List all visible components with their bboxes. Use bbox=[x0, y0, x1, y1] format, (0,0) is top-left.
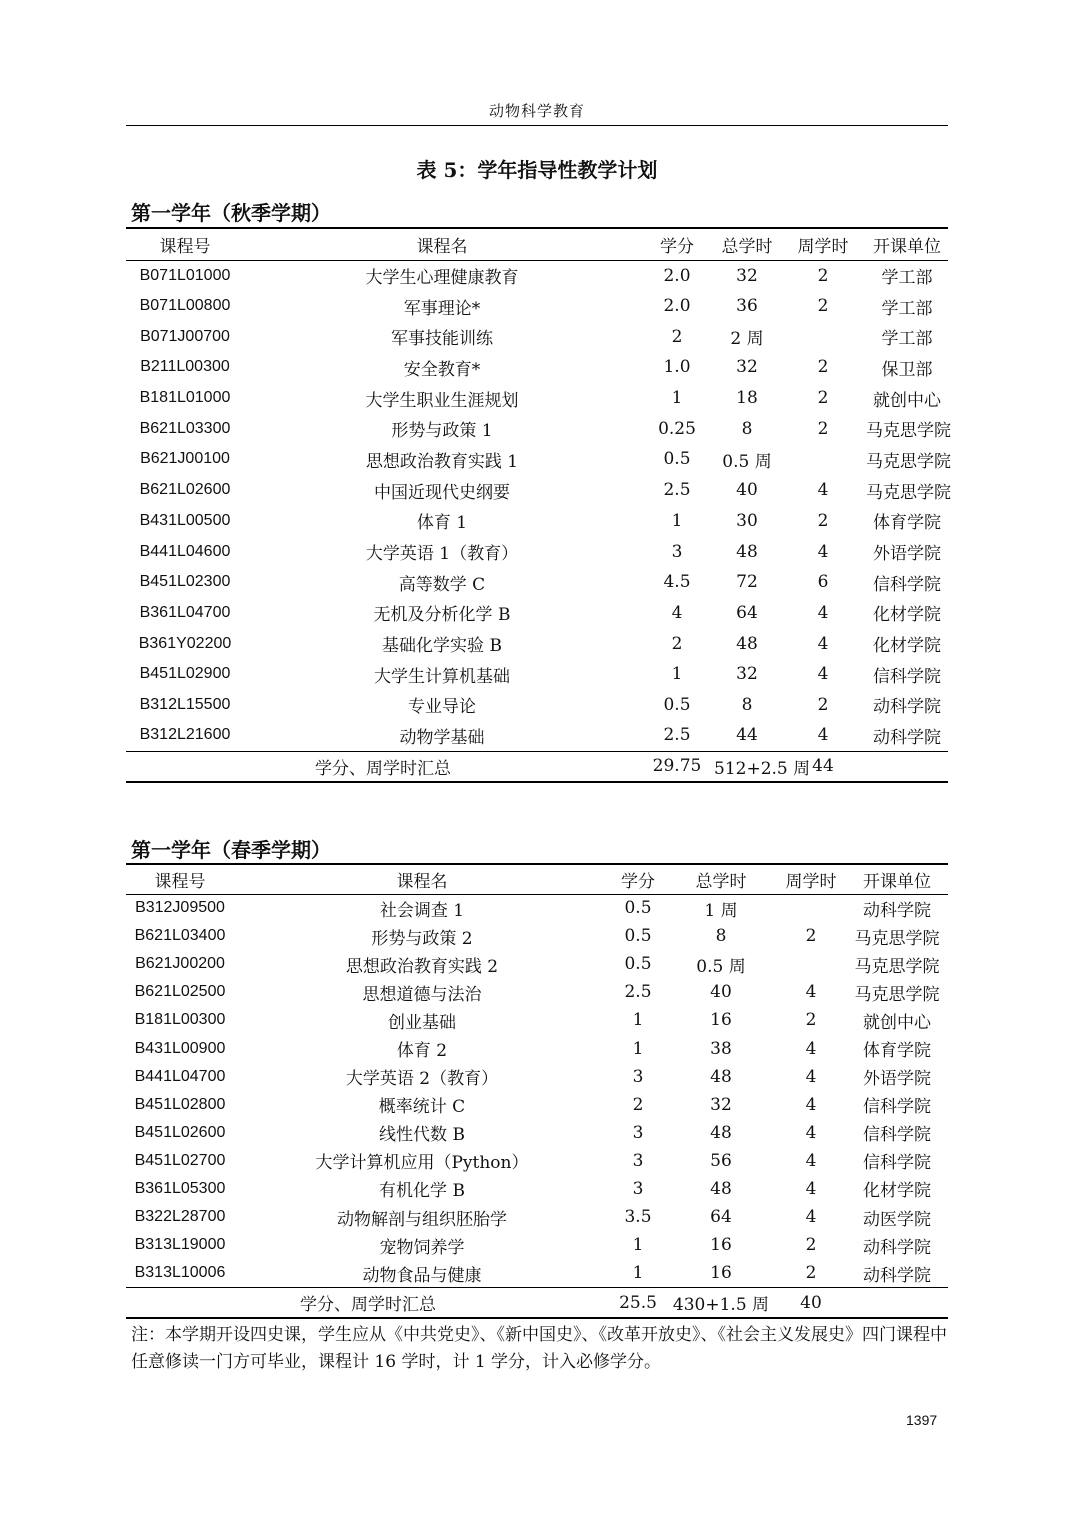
cell-course-code: B322L28700 bbox=[134, 1208, 226, 1226]
cell-weekly-hours: 2 bbox=[805, 1235, 817, 1256]
cell-weekly-hours: 2 bbox=[817, 510, 829, 531]
table-row bbox=[126, 536, 948, 567]
cell-department: 信科学院 bbox=[863, 1097, 931, 1118]
cell-total-hours: 2 周 bbox=[730, 329, 764, 350]
header-course-code: 课程号 bbox=[126, 864, 234, 894]
cell-credits: 3 bbox=[632, 1178, 644, 1199]
cell-credits: 2 bbox=[671, 633, 683, 654]
cell-course-name: 形势与政策 2 bbox=[371, 928, 473, 949]
cell-course-code: B451L02300 bbox=[139, 573, 231, 591]
cell-course-code: B071J00700 bbox=[140, 327, 230, 345]
cell-credits: 1 bbox=[632, 1235, 644, 1256]
cell-course-code: B451L02600 bbox=[134, 1123, 226, 1141]
summary-weekly-hours: 44 bbox=[780, 751, 866, 782]
cell-course-code: B071L00800 bbox=[139, 297, 231, 315]
cell-department: 动科学院 bbox=[863, 1265, 931, 1286]
summary-label: 学分、周学时汇总 bbox=[126, 1287, 610, 1318]
cell-course-name: 有机化学 B bbox=[379, 1181, 465, 1202]
cell-credits: 1 bbox=[632, 1038, 644, 1059]
summary-total-hours: 512+2.5 周 bbox=[714, 751, 780, 782]
table-row bbox=[126, 444, 948, 475]
cell-weekly-hours: 2 bbox=[817, 418, 829, 439]
cell-department: 化材学院 bbox=[873, 636, 941, 657]
cell-department: 动科学院 bbox=[863, 1237, 931, 1258]
cell-weekly-hours: 4 bbox=[817, 602, 829, 623]
cell-department: 体育学院 bbox=[873, 513, 941, 534]
table-row bbox=[126, 1006, 948, 1034]
table-row bbox=[126, 1259, 948, 1287]
cell-credits: 0.5 bbox=[624, 926, 652, 947]
header-course-name: 课程名 bbox=[244, 228, 640, 260]
table-row bbox=[126, 321, 948, 352]
table-row bbox=[126, 567, 948, 598]
cell-course-code: B621L03300 bbox=[139, 419, 231, 437]
cell-course-code: B211L00300 bbox=[140, 358, 230, 376]
cell-course-name: 社会调查 1 bbox=[379, 900, 465, 921]
cell-department: 马克思学院 bbox=[866, 421, 951, 442]
cell-department: 信科学院 bbox=[863, 1153, 931, 1174]
cell-total-hours: 0.5 周 bbox=[696, 956, 746, 977]
cell-course-name: 大学英语 1（教育） bbox=[365, 544, 519, 565]
cell-department: 马克思学院 bbox=[866, 451, 951, 472]
header-weekly-hours: 周学时 bbox=[780, 228, 866, 260]
cell-weekly-hours: 2 bbox=[817, 265, 829, 286]
cell-department: 就创中心 bbox=[873, 390, 941, 411]
cell-credits: 3 bbox=[671, 541, 683, 562]
cell-course-name: 大学生职业生涯规划 bbox=[365, 390, 519, 411]
cell-course-name: 大学生计算机基础 bbox=[374, 666, 510, 687]
cell-course-name: 动物食品与健康 bbox=[362, 1265, 482, 1286]
cell-course-name: 高等数学 C bbox=[398, 574, 486, 595]
cell-weekly-hours: 4 bbox=[805, 1207, 817, 1228]
cell-total-hours: 56 bbox=[710, 1150, 732, 1171]
cell-total-hours: 48 bbox=[710, 1122, 732, 1143]
cell-credits: 1 bbox=[671, 664, 683, 685]
cell-course-name: 概率统计 C bbox=[378, 1097, 466, 1118]
table-row bbox=[126, 894, 948, 922]
cell-course-name: 军事技能训练 bbox=[391, 329, 493, 350]
cell-weekly-hours: 2 bbox=[805, 1010, 817, 1031]
cell-department: 信科学院 bbox=[873, 574, 941, 595]
cell-course-code: B621L02600 bbox=[139, 481, 231, 499]
cell-course-name: 形势与政策 1 bbox=[391, 421, 493, 442]
cell-total-hours: 8 bbox=[715, 926, 727, 947]
header-weekly-hours: 周学时 bbox=[776, 864, 846, 894]
cell-weekly-hours: 6 bbox=[817, 572, 829, 593]
table-row bbox=[126, 1119, 948, 1147]
cell-weekly-hours: 2 bbox=[817, 694, 829, 715]
table-row bbox=[126, 659, 948, 690]
cell-course-name: 专业导论 bbox=[408, 697, 476, 718]
cell-course-code: B071L01000 bbox=[139, 266, 231, 284]
cell-course-code: B621L02500 bbox=[134, 983, 226, 1001]
table-row bbox=[126, 506, 948, 537]
cell-weekly-hours: 2 bbox=[805, 1263, 817, 1284]
cell-course-code: B361L05300 bbox=[134, 1179, 226, 1197]
header-course-name: 课程名 bbox=[234, 864, 610, 894]
summary-total-hours: 430+1.5 周 bbox=[666, 1287, 776, 1318]
cell-credits: 1 bbox=[671, 388, 683, 409]
cell-department: 学工部 bbox=[881, 268, 933, 289]
header-department: 开课单位 bbox=[846, 864, 948, 894]
cell-total-hours: 40 bbox=[710, 982, 732, 1003]
cell-total-hours: 32 bbox=[736, 664, 758, 685]
cell-course-name: 动物解剖与组织胚胎学 bbox=[337, 1209, 507, 1230]
table-header-row bbox=[126, 228, 948, 260]
cell-course-code: B361L04700 bbox=[139, 603, 231, 621]
cell-department: 保卫部 bbox=[881, 359, 933, 380]
cell-course-name: 思想道德与法治 bbox=[362, 984, 482, 1005]
cell-weekly-hours: 4 bbox=[805, 1150, 817, 1171]
cell-course-code: B312L15500 bbox=[139, 695, 231, 713]
cell-total-hours: 44 bbox=[736, 725, 758, 746]
semester2-table bbox=[126, 863, 948, 1319]
cell-credits: 0.5 bbox=[624, 954, 652, 975]
table-row bbox=[126, 1147, 948, 1175]
page-number: 1397 bbox=[906, 1412, 938, 1428]
cell-course-name: 大学英语 2（教育） bbox=[345, 1069, 499, 1090]
table-row bbox=[126, 260, 948, 291]
cell-course-code: B451L02800 bbox=[134, 1095, 226, 1113]
header-total-hours: 总学时 bbox=[666, 864, 776, 894]
cell-course-code: B181L00300 bbox=[134, 1011, 226, 1029]
cell-department: 学工部 bbox=[881, 329, 933, 350]
cell-course-code: B361Y02200 bbox=[138, 634, 232, 652]
cell-total-hours: 16 bbox=[710, 1263, 732, 1284]
cell-total-hours: 16 bbox=[710, 1235, 732, 1256]
cell-total-hours: 8 bbox=[741, 418, 753, 439]
cell-credits: 2 bbox=[632, 1094, 644, 1115]
cell-credits: 2.5 bbox=[624, 982, 652, 1003]
table-row bbox=[126, 720, 948, 751]
cell-course-name: 大学计算机应用（Python） bbox=[315, 1153, 529, 1174]
cell-course-name: 军事理论* bbox=[403, 298, 481, 319]
cell-weekly-hours: 4 bbox=[805, 1094, 817, 1115]
cell-credits: 2.0 bbox=[663, 296, 691, 317]
table-row bbox=[126, 978, 948, 1006]
semester1-table bbox=[126, 227, 951, 783]
table-row bbox=[126, 922, 948, 950]
cell-total-hours: 0.5 周 bbox=[722, 451, 772, 472]
cell-weekly-hours: 2 bbox=[817, 388, 829, 409]
cell-department: 动科学院 bbox=[863, 900, 931, 921]
cell-course-code: B451L02900 bbox=[139, 665, 231, 683]
cell-course-name: 体育 2 bbox=[396, 1041, 448, 1062]
journal-header: 动物科学教育 bbox=[488, 102, 585, 120]
cell-course-code: B621L03400 bbox=[134, 927, 226, 945]
cell-department: 马克思学院 bbox=[854, 956, 940, 977]
cell-total-hours: 30 bbox=[736, 510, 758, 531]
header-total-hours: 总学时 bbox=[714, 228, 780, 260]
table-row bbox=[126, 598, 948, 629]
cell-course-name: 安全教育* bbox=[403, 359, 481, 380]
cell-total-hours: 18 bbox=[736, 388, 758, 409]
cell-course-code: B431L00900 bbox=[134, 1039, 226, 1057]
table-row bbox=[126, 475, 948, 506]
cell-course-code: B181L01000 bbox=[139, 389, 231, 407]
cell-department: 学工部 bbox=[881, 298, 933, 319]
table-row bbox=[126, 352, 948, 383]
cell-total-hours: 32 bbox=[736, 357, 758, 378]
table-row bbox=[126, 690, 948, 721]
cell-credits: 1 bbox=[671, 510, 683, 531]
cell-department: 信科学院 bbox=[863, 1125, 931, 1146]
cell-weekly-hours bbox=[780, 321, 866, 352]
summary-row bbox=[126, 1287, 948, 1318]
cell-total-hours: 8 bbox=[741, 694, 753, 715]
cell-total-hours: 1 周 bbox=[704, 900, 738, 921]
cell-course-code: B313L10006 bbox=[134, 1264, 226, 1282]
cell-department: 就创中心 bbox=[863, 1012, 931, 1033]
cell-total-hours: 64 bbox=[710, 1207, 732, 1228]
table-title: 表 5：学年指导性教学计划 bbox=[416, 158, 658, 182]
table-row bbox=[126, 1203, 948, 1231]
table-row bbox=[126, 1091, 948, 1119]
cell-credits: 3 bbox=[632, 1150, 644, 1171]
cell-weekly-hours: 4 bbox=[817, 664, 829, 685]
cell-department: 体育学院 bbox=[863, 1041, 931, 1062]
cell-credits: 1.0 bbox=[663, 357, 691, 378]
cell-course-code: B621J00200 bbox=[135, 955, 225, 973]
header-rule bbox=[126, 125, 948, 126]
footnote: 注：本学期开设四史课，学生应从《中共党史》、《新中国史》、《改革开放史》、《社会主义发展史》四门课程中任意修读一门方可毕业，课程计 16 学时，计 1 学分，计入必修学分。 bbox=[131, 1325, 947, 1372]
cell-course-name: 中国近现代史纲要 bbox=[374, 482, 510, 503]
cell-course-name: 大学生心理健康教育 bbox=[365, 268, 519, 289]
cell-department: 外语学院 bbox=[863, 1069, 931, 1090]
table-row bbox=[126, 950, 948, 978]
cell-course-code: B431L00500 bbox=[139, 511, 231, 529]
table-header-row bbox=[126, 864, 948, 894]
cell-total-hours: 32 bbox=[736, 265, 758, 286]
cell-credits: 2.5 bbox=[663, 725, 691, 746]
header-credits: 学分 bbox=[610, 864, 666, 894]
cell-department: 化材学院 bbox=[873, 605, 941, 626]
table-row bbox=[126, 291, 948, 322]
summary-empty bbox=[846, 1287, 948, 1318]
cell-course-code: B621J00100 bbox=[140, 450, 230, 468]
cell-weekly-hours: 4 bbox=[805, 1178, 817, 1199]
cell-credits: 3 bbox=[632, 1122, 644, 1143]
semester1-title: 第一学年（秋季学期） bbox=[131, 201, 331, 225]
table-row bbox=[126, 1034, 948, 1062]
cell-course-code: B441L04700 bbox=[134, 1067, 226, 1085]
cell-department: 外语学院 bbox=[873, 544, 941, 565]
cell-credits: 2.0 bbox=[663, 265, 691, 286]
cell-course-code: B451L02700 bbox=[134, 1151, 226, 1169]
cell-course-code: B312J09500 bbox=[135, 899, 225, 917]
cell-total-hours: 36 bbox=[736, 296, 758, 317]
table-row bbox=[126, 1063, 948, 1091]
cell-credits: 0.5 bbox=[663, 694, 691, 715]
cell-total-hours: 32 bbox=[710, 1094, 732, 1115]
cell-weekly-hours: 2 bbox=[817, 296, 829, 317]
summary-row bbox=[126, 751, 948, 782]
cell-course-name: 线性代数 B bbox=[379, 1125, 465, 1146]
header-credits: 学分 bbox=[640, 228, 714, 260]
cell-department: 马克思学院 bbox=[854, 928, 940, 949]
cell-credits: 4 bbox=[671, 602, 683, 623]
table-row bbox=[126, 413, 948, 444]
cell-course-name: 宠物饲养学 bbox=[379, 1237, 465, 1258]
cell-weekly-hours: 4 bbox=[805, 1066, 817, 1087]
cell-course-name: 无机及分析化学 B bbox=[373, 605, 511, 626]
cell-weekly-hours bbox=[780, 444, 866, 475]
table-row bbox=[126, 1231, 948, 1259]
cell-course-name: 创业基础 bbox=[388, 1012, 456, 1033]
cell-total-hours: 48 bbox=[710, 1066, 732, 1087]
cell-department: 动医学院 bbox=[863, 1209, 931, 1230]
cell-credits: 0.5 bbox=[663, 449, 691, 470]
cell-department: 马克思学院 bbox=[854, 984, 940, 1005]
cell-weekly-hours: 2 bbox=[817, 357, 829, 378]
header-department: 开课单位 bbox=[866, 228, 948, 260]
cell-credits: 2.5 bbox=[663, 480, 691, 501]
cell-weekly-hours bbox=[776, 894, 846, 922]
cell-credits: 0.25 bbox=[658, 418, 696, 439]
cell-course-code: B313L19000 bbox=[134, 1236, 226, 1254]
cell-total-hours: 64 bbox=[736, 602, 758, 623]
cell-credits: 1 bbox=[632, 1263, 644, 1284]
cell-weekly-hours: 4 bbox=[805, 1122, 817, 1143]
cell-credits: 0.5 bbox=[624, 898, 652, 919]
cell-total-hours: 40 bbox=[736, 480, 758, 501]
cell-total-hours: 38 bbox=[710, 1038, 732, 1059]
table-row bbox=[126, 383, 948, 414]
cell-weekly-hours bbox=[776, 950, 846, 978]
cell-total-hours: 48 bbox=[736, 541, 758, 562]
cell-total-hours: 48 bbox=[710, 1178, 732, 1199]
cell-total-hours: 72 bbox=[736, 572, 758, 593]
summary-weekly-hours: 40 bbox=[776, 1287, 846, 1318]
summary-credits: 29.75 bbox=[640, 751, 714, 782]
cell-weekly-hours: 4 bbox=[817, 633, 829, 654]
cell-weekly-hours: 2 bbox=[805, 926, 817, 947]
cell-credits: 2 bbox=[671, 326, 683, 347]
cell-weekly-hours: 4 bbox=[817, 541, 829, 562]
cell-course-name: 思想政治教育实践 1 bbox=[365, 451, 519, 472]
cell-department: 动科学院 bbox=[873, 697, 941, 718]
cell-department: 马克思学院 bbox=[866, 482, 951, 503]
cell-course-code: B441L04600 bbox=[139, 542, 231, 560]
cell-weekly-hours: 4 bbox=[817, 725, 829, 746]
cell-course-name: 动物学基础 bbox=[399, 727, 485, 748]
header-course-code: 课程号 bbox=[126, 228, 244, 260]
cell-department: 化材学院 bbox=[863, 1181, 931, 1202]
summary-credits: 25.5 bbox=[610, 1287, 666, 1318]
cell-course-name: 体育 1 bbox=[416, 513, 468, 534]
cell-weekly-hours: 4 bbox=[805, 1038, 817, 1059]
cell-course-code: B312L21600 bbox=[139, 726, 231, 744]
cell-credits: 3 bbox=[632, 1066, 644, 1087]
summary-empty bbox=[866, 751, 948, 782]
cell-total-hours: 16 bbox=[710, 1010, 732, 1031]
cell-total-hours: 48 bbox=[736, 633, 758, 654]
cell-department: 信科学院 bbox=[873, 666, 941, 687]
cell-weekly-hours: 4 bbox=[817, 480, 829, 501]
cell-credits: 4.5 bbox=[663, 572, 691, 593]
semester2-title: 第一学年（春季学期） bbox=[131, 838, 331, 862]
summary-label: 学分、周学时汇总 bbox=[126, 751, 640, 782]
table-row bbox=[126, 1175, 948, 1203]
cell-credits: 3.5 bbox=[624, 1207, 652, 1228]
cell-weekly-hours: 4 bbox=[805, 982, 817, 1003]
cell-credits: 1 bbox=[632, 1010, 644, 1031]
cell-course-name: 思想政治教育实践 2 bbox=[345, 956, 499, 977]
table-row bbox=[126, 628, 948, 659]
cell-course-name: 基础化学实验 B bbox=[382, 636, 502, 657]
cell-department: 动科学院 bbox=[873, 727, 941, 748]
